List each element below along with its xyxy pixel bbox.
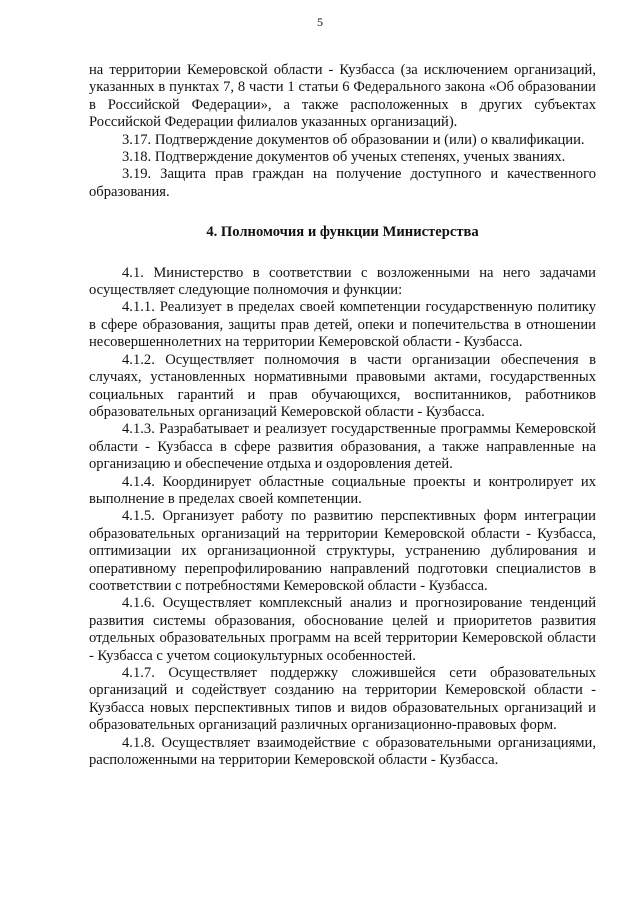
paragraph-3-19: 3.19. Защита прав граждан на получение доступного и качественного образования.: [89, 166, 596, 200]
paragraph-3-18: 3.18. Подтверждение документов об ученых степенях, ученых званиях.: [122, 149, 566, 166]
page-number: 5: [317, 15, 323, 29]
paragraph-4-1-2: 4.1.2. Осуществляет полномочия в части организации обеспечения в случаях, установленных нормативными правовыми актами, государственных социальных гарантий и прав обучающихся, воспитанников, работников образовательных организаций Кемеровской области - Кузбасса.: [89, 351, 596, 420]
paragraph-4-1-5: 4.1.5. Организует работу по развитию перспективных форм интеграции образовательных организаций на территории Кемеровской области - Кузбасса, оптимизации их организационной структуры, устранению дублирования и оперативному перепрофилированию направлений подготовки специалистов в соответствии с потребностями Кемеровской области - Кузбасса.: [89, 508, 596, 594]
paragraph-4-1-4: 4.1.4. Координирует областные социальные проекты и контролирует их выполнение в пределах своей компетенции.: [89, 473, 596, 507]
paragraph-4-1-3: 4.1.3. Разрабатывает и реализует государственные программы Кемеровской области - Кузбасса в сфере развития образования, а также направленные на организацию и обеспечение отдыха и оздоровления детей.: [89, 421, 596, 473]
paragraph-3-17: 3.17. Подтверждение документов об образовании и (или) о квалификации.: [122, 131, 585, 148]
paragraph-continuation: на территории Кемеровской области - Кузбасса (за исключением организаций, указанных в пунктах 7, 8 части 1 статьи 6 Федерального закона «Об образовании в Российской Федерации», а также расположенных в других субъектах Российской Федерации филиалов указанных организаций).: [89, 62, 596, 131]
paragraph-4-1-1: 4.1.1. Реализует в пределах своей компетенции государственную политику в сфере образования, защиты прав детей, опеки и попечительства в отношении несовершеннолетних на территории Кемеровской области - Кузбасса.: [89, 299, 596, 351]
paragraph-4-1-6: 4.1.6. Осуществляет комплексный анализ и прогнозирование тенденций развития системы образования, обоснование целей и приоритетов развития отдельных образовательных программ на всей территории Кемеровской области - Кузбасса с учетом социокультурных особенностей.: [89, 595, 596, 664]
paragraph-4-1: 4.1. Министерство в соответствии с возложенными на него задачами осуществляет следующие полномочия и функции:: [89, 264, 596, 299]
paragraph-4-1-7: 4.1.7. Осуществляет поддержку сложившейся сети образовательных организаций и содействует созданию на территории Кемеровской области - Кузбасса новых перспективных типов и видов образовательных организаций и образовательных организаций различных организационно-правовых форм.: [89, 665, 596, 734]
paragraph-4-1-8: 4.1.8. Осуществляет взаимодействие с образовательными организациями, расположенными на территории Кемеровской области - Кузбасса.: [89, 734, 596, 769]
document-body: [89, 62, 596, 769]
section-heading: 4. Полномочия и функции Министерства: [206, 224, 479, 241]
